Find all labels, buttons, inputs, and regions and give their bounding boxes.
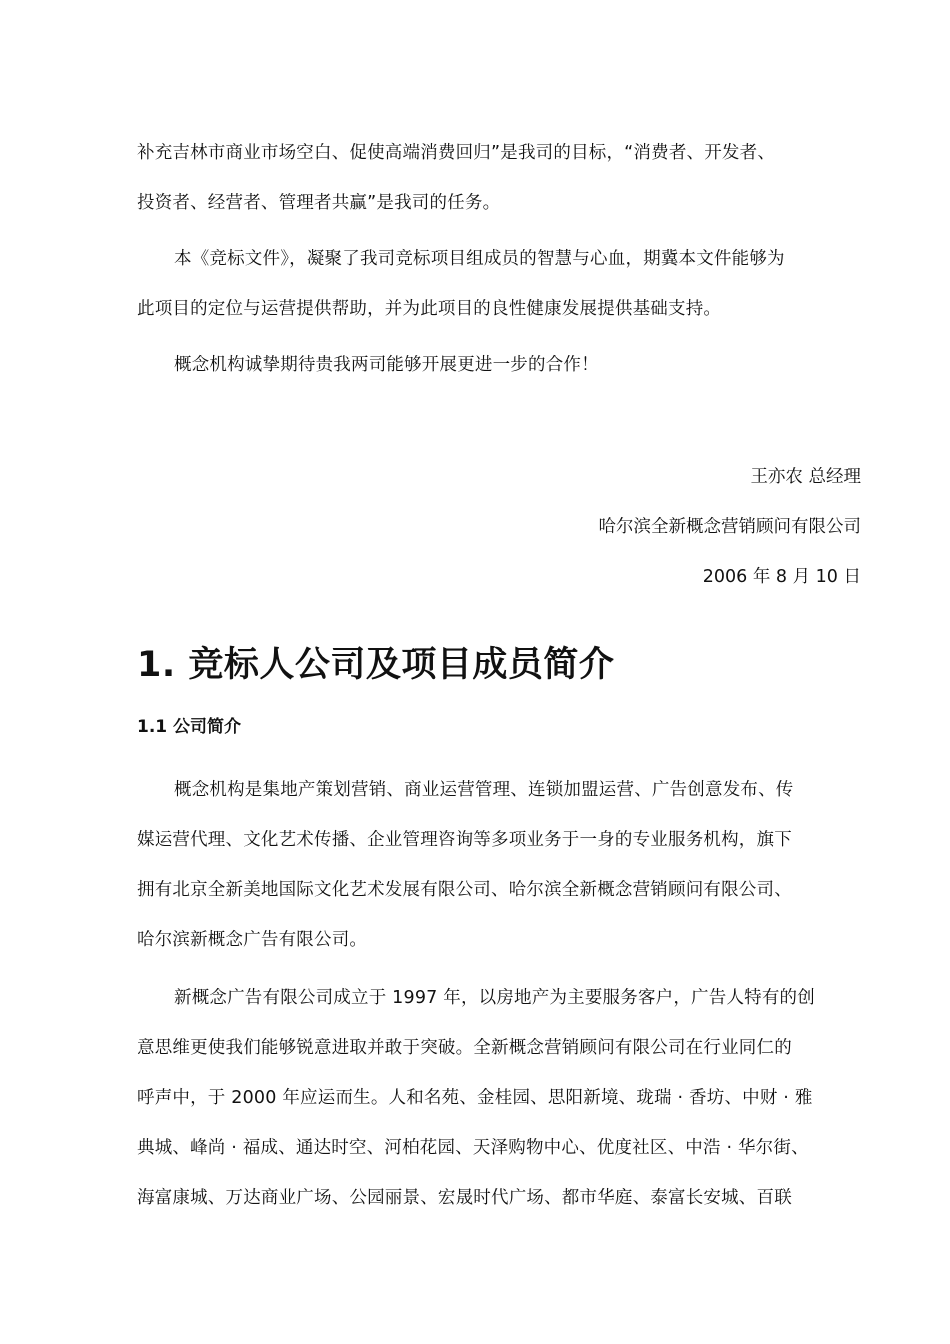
- paragraph-goals: [137, 128, 861, 228]
- paragraph-bid-document: [137, 234, 861, 334]
- paragraph-cooperation: [137, 340, 861, 390]
- paragraph-line: 意思维更使我们能够锐意进取并敢于突破。全新概念营销顾问有限公司在行业同仁的: [137, 1038, 792, 1058]
- paragraph-line: 本《竞标文件》，凝聚了我司竞标项目组成员的智慧与心血，期冀本文件能够为: [174, 249, 785, 269]
- section-heading: 1. 竞标人公司及项目成员简介: [137, 645, 615, 685]
- document-content: [137, 128, 861, 1223]
- paragraph-line: 哈尔滨新概念广告有限公司。: [137, 930, 368, 950]
- signature-date: 2006 年 8 月 10 日: [702, 567, 861, 587]
- paragraph-line: 概念机构是集地产策划营销、商业运营管理、连锁加盟运营、广告创意发布、传: [174, 780, 794, 800]
- paragraph-line: 拥有北京全新美地国际文化艺术发展有限公司、哈尔滨全新概念营销顾问有限公司、: [137, 880, 792, 900]
- signature-block: [137, 452, 861, 602]
- paragraph-line: 海富康城、万达商业广场、公园丽景、宏晟时代广场、都市华庭、泰富长安城、百联: [137, 1188, 792, 1208]
- subsection-heading: 1.1 公司简介: [137, 717, 242, 737]
- paragraph-company-intro: [137, 765, 861, 965]
- signature-company: 哈尔滨全新概念营销顾问有限公司: [598, 517, 861, 537]
- paragraph-line: 补充吉林市商业市场空白、促使高端消费回归”是我司的目标，“消费者、开发者、: [137, 143, 776, 163]
- paragraph-line: 概念机构诚挚期待贵我两司能够开展更进一步的合作！: [174, 355, 599, 375]
- paragraph-line: 投资者、经营者、管理者共赢”是我司的任务。: [137, 193, 501, 213]
- paragraph-line: 典城、峰尚 · 福成、通达时空、河柏花园、天泽购物中心、优度社区、中浩 · 华尔街、: [137, 1138, 809, 1158]
- paragraph-line: 媒运营代理、文化艺术传播、企业管理咨询等多项业务于一身的专业服务机构，旗下: [137, 830, 792, 850]
- paragraph-company-history: [137, 973, 861, 1223]
- paragraph-line: 此项目的定位与运营提供帮助，并为此项目的良性健康发展提供基础支持。: [137, 299, 722, 319]
- paragraph-line: 呼声中，于 2000 年应运而生。人和名苑、金桂园、思阳新境、珑瑞 · 香坊、中财 · 雅: [137, 1088, 813, 1108]
- paragraph-line: 新概念广告有限公司成立于 1997 年，以房地产为主要服务客户，广告人特有的创: [174, 988, 815, 1008]
- signature-name: 王亦农 总经理: [750, 467, 861, 487]
